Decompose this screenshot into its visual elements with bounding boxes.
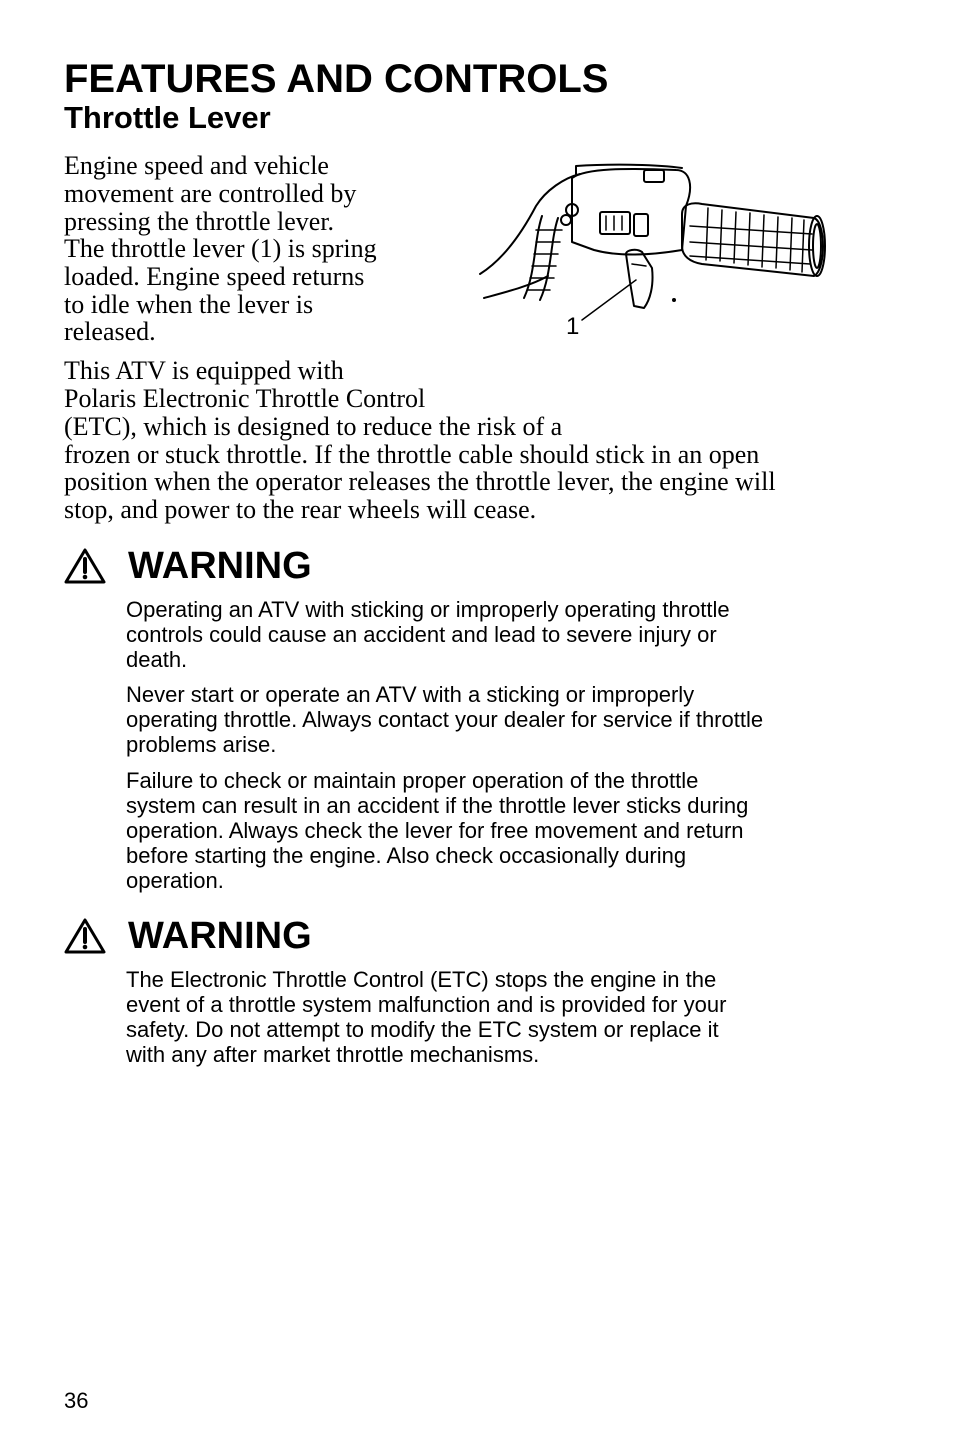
text-line: pressing the throttle lever. — [64, 207, 335, 236]
text-line: Engine speed and vehicle — [64, 151, 329, 180]
text-line: safety. Do not attempt to modify the ETC system or replace it — [126, 1017, 719, 1042]
text-line: before starting the engine. Also check occasionally during — [126, 843, 687, 868]
text-line: The throttle lever (1) is spring — [64, 234, 377, 263]
text-line: stop, and power to the rear wheels will cease. — [64, 495, 537, 524]
warning-title: WARNING — [128, 545, 312, 587]
text-line: to idle when the lever is — [64, 290, 314, 319]
text-line: loaded. Engine speed returns — [64, 262, 365, 291]
figure-callout-1: 1 — [566, 313, 580, 340]
text-line: movement are controlled by — [64, 179, 357, 208]
warning-triangle-icon — [64, 548, 106, 584]
text-line: system can result in an accident if the throttle lever sticks during — [126, 793, 749, 818]
text-line: Operating an ATV with sticking or improperly operating throttle — [126, 597, 730, 622]
text-line: released. — [64, 317, 156, 346]
warning-heading — [64, 914, 312, 958]
text-line: This ATV is equipped with — [64, 356, 344, 385]
text-line: frozen or stuck throttle. If the throttle cable should stick in an open — [64, 440, 760, 469]
subsection-title: Throttle Lever — [64, 100, 271, 135]
text-line: with any after market throttle mechanisms. — [126, 1042, 540, 1067]
text-line: operation. — [126, 868, 224, 893]
page-number: 36 — [64, 1388, 89, 1413]
text-line: operating throttle. Always contact your dealer for service if throttle — [126, 707, 764, 732]
text-line: death. — [126, 647, 188, 672]
text-line: Failure to check or maintain proper operation of the throttle — [126, 768, 699, 793]
text-line: The Electronic Throttle Control (ETC) stops the engine in the — [126, 967, 717, 992]
warning-title: WARNING — [128, 915, 312, 957]
warning-heading — [64, 544, 312, 588]
text-line: Polaris Electronic Throttle Control — [64, 384, 426, 413]
text-line: event of a throttle system malfunction and is provided for your — [126, 992, 727, 1017]
text-line: controls could cause an accident and lead to severe injury or — [126, 622, 717, 647]
throttle-lever-illustration — [476, 160, 836, 350]
text-line: (ETC), which is designed to reduce the risk of a — [64, 412, 563, 441]
text-line: operation. Always check the lever for free movement and return — [126, 818, 744, 843]
section-title: FEATURES AND CONTROLS — [64, 57, 609, 101]
text-line: position when the operator releases the throttle lever, the engine will — [64, 467, 776, 496]
text-line: Never start or operate an ATV with a sticking or improperly — [126, 682, 695, 707]
warning-triangle-icon — [64, 918, 106, 954]
text-line: problems arise. — [126, 732, 277, 757]
